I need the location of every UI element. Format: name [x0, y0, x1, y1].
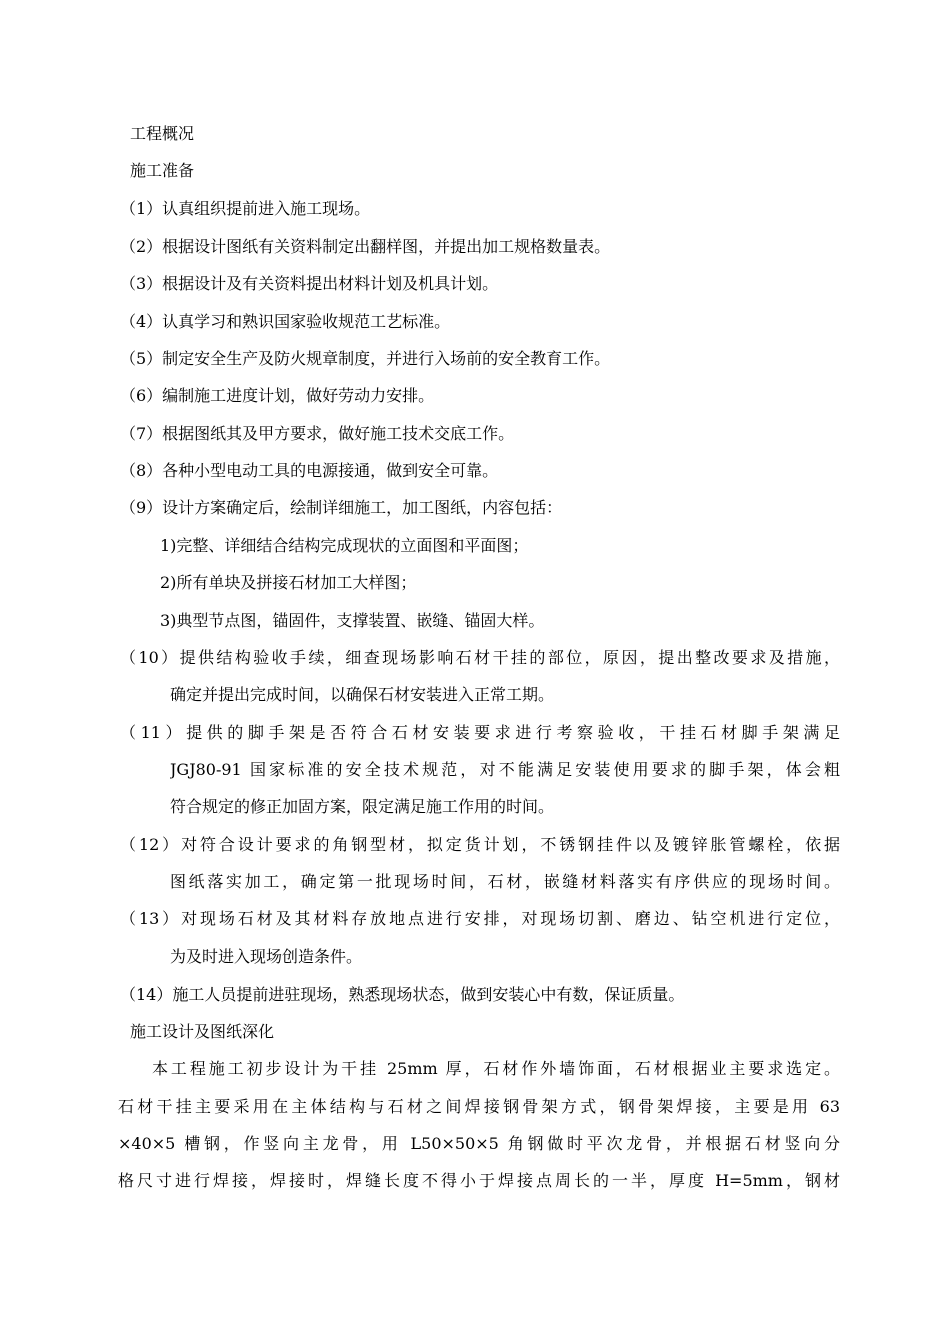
list-item: （7）根据图纸其及甲方要求，做好施工技术交底工作。: [120, 424, 515, 443]
list-item-13-line: 为及时进入现场创造条件。: [170, 947, 363, 966]
list-item-12-line: 图纸落实加工，确定第一批现场时间，石材，嵌缝材料落实有序供应的现场时间。: [170, 872, 840, 891]
list-item-13-line: （13）对现场石材及其材料存放地点进行安排，对现场切割、磨边、钻空机进行定位，: [120, 909, 840, 928]
body-paragraph-line: 本工程施工初步设计为干挂 25mm 厚，石材作外墙饰面，石材根据业主要求选定。: [152, 1059, 840, 1078]
list-item-10-line: （10）提供结构验收手续，细查现场影响石材干挂的部位，原因，提出整改要求及措施，: [120, 648, 840, 667]
body-paragraph-line: ×40×5 槽钢，作竖向主龙骨，用 L50×50×5 角钢做时平次龙骨，并根据石材竖向分: [118, 1134, 840, 1153]
list-item-10-line: 确定并提出完成时间，以确保石材安装进入正常工期。: [170, 685, 555, 704]
sub-list-item: 2)所有单块及拼接石材加工大样图；: [160, 573, 417, 592]
body-paragraph-line: 石材干挂主要采用在主体结构与石材之间焊接钢骨架方式，钢骨架焊接，主要是用 63: [118, 1097, 840, 1116]
list-item-11-line: （11）提供的脚手架是否符合石材安装要求进行考察验收，干挂石材脚手架满足: [120, 723, 840, 742]
body-paragraph-line: 格尺寸进行焊接，焊接时，焊缝长度不得小于焊接点周长的一半，厚度 H=5mm，钢材: [118, 1171, 840, 1190]
list-item: （9）设计方案确定后，绘制详细施工，加工图纸，内容包括：: [120, 498, 563, 517]
list-item-11-line: 符合规定的修正加固方案，限定满足施工作用的时间。: [170, 797, 555, 816]
list-item: （1）认真组织提前进入施工现场。: [120, 199, 371, 218]
list-item: （2）根据设计图纸有关资料制定出翻样图，并提出加工规格数量表。: [120, 237, 611, 256]
list-item: （4）认真学习和熟识国家验收规范工艺标准。: [120, 312, 451, 331]
sub-list-item: 3)典型节点图，锚固件，支撑装置、嵌缝、锚固大样。: [160, 611, 545, 630]
list-item: （3）根据设计及有关资料提出材料计划及机具计划。: [120, 274, 499, 293]
list-item-12-line: （12）对符合设计要求的角钢型材，拟定货计划，不锈钢挂件以及镀锌胀管螺栓，依据: [120, 835, 840, 854]
heading-construction-prep: 施工准备: [130, 161, 195, 180]
list-item: （8）各种小型电动工具的电源接通，做到安全可靠。: [120, 461, 499, 480]
list-item: （6）编制施工进度计划，做好劳动力安排。: [120, 386, 435, 405]
heading-design-drawings: 施工设计及图纸深化: [130, 1022, 275, 1041]
sub-list-item: 1)完整、详细结合结构完成现状的立面图和平面图；: [160, 536, 529, 555]
heading-project-overview: 工程概况: [130, 124, 195, 143]
list-item: （14）施工人员提前进驻现场，熟悉现场状态，做到安装心中有数，保证质量。: [120, 985, 685, 1004]
list-item-11-line: JGJ80-91 国家标准的安全技术规范，对不能满足安装使用要求的脚手架，体会粗: [170, 760, 840, 779]
list-item: （5）制定安全生产及防火规章制度，并进行入场前的安全教育工作。: [120, 349, 611, 368]
